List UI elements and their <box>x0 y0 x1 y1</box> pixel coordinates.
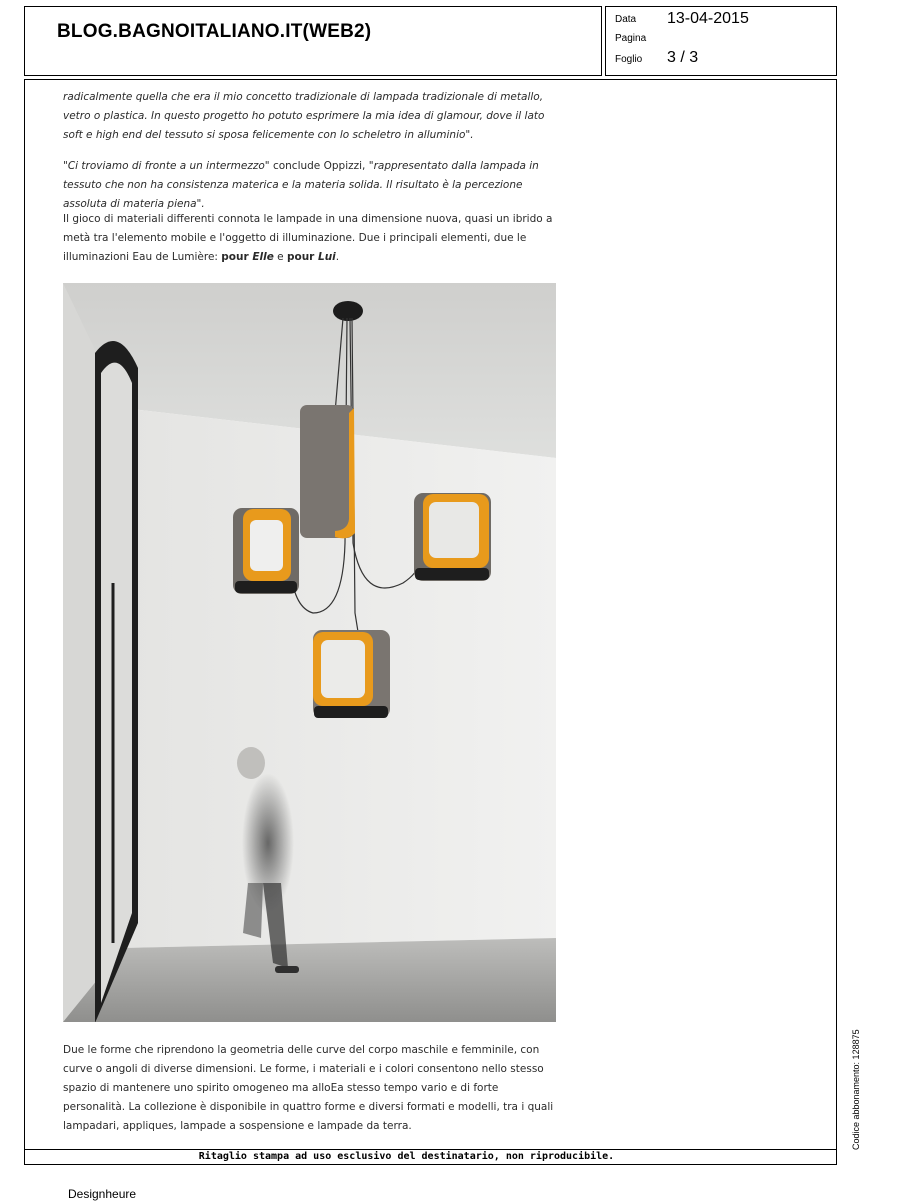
pour-elle-name: Elle <box>252 251 274 263</box>
quote-attribution: conclude Oppizzi, <box>269 160 369 172</box>
conjunction: e <box>273 251 287 263</box>
quote-intermezzo: "Ci troviamo di fronte a un intermezzo" <box>63 160 270 172</box>
article-paragraph-2 <box>63 157 563 214</box>
lamp-left <box>233 508 299 594</box>
pour-elle-prefix: pour <box>221 251 253 263</box>
lamp-top <box>300 405 355 538</box>
pour-lui-name: Lui <box>318 251 336 263</box>
lamp-installation-photo <box>63 283 556 1022</box>
pagina-label: Pagina <box>615 33 647 44</box>
floor <box>63 938 556 1022</box>
subscription-code: Codice abbonamento: 128875 <box>851 1029 861 1150</box>
lamp-right <box>414 493 491 581</box>
data-label: Data <box>615 14 637 25</box>
header-title-box <box>24 6 602 76</box>
copyright-notice: Ritaglio stampa ad uso esclusivo del destinatario, non riproducibile. <box>198 1151 615 1162</box>
data-value: 13-04-2015 <box>667 10 749 27</box>
foglio-label: Foglio <box>615 54 643 65</box>
article-paragraph-4: Due le forme che riprendono la geometria delle curve del corpo maschile e femminile, con curve o angoli di diverse dimensioni. Le forme, i materiali e i colori consentono nello stesso spazio di mantenere uno spirito omogeneo ma alloEa stesso tempo vario e di forte personalità. La collezione è disponibile in quattro forme e diversi formati e modelli, tra i quali lampadari, appliques, lampade a sospensione e lampade da terra. <box>63 1044 554 1132</box>
paragraph-3-text: Il gioco di materiali differenti connota le lampade in una dimensione nuova, quasi un ibrido a metà tra l'elemento mobile e l'oggetto di illuminazione. Due i principali elementi, due le illuminazioni Eau de Lumière: <box>63 213 553 263</box>
article-paragraph-1: radicalmente quella che era il mio concetto tradizionale di lampada tradizionale di metallo, vetro o plastica. In questo progetto ho potuto esprimere la mia idea di glamour, dove il lato soft e high end del tessuto si sposa felicemente con lo scheletro in alluminio". <box>63 91 545 141</box>
pour-lui-prefix: pour <box>286 251 319 263</box>
meta-box <box>605 6 837 76</box>
paragraph-3-end: . <box>335 251 340 263</box>
lamp-bottom <box>313 630 390 718</box>
ceiling-canopy <box>333 301 363 321</box>
publication-title: BLOG.BAGNOITALIANO.IT(WEB2) <box>57 21 372 42</box>
source-name: Designheure <box>68 1187 137 1201</box>
quote-materia: "rappresentato dalla lampada in tessuto che non ha consistenza materica e la materia solida. Il risultato è la percezione assoluta di materia piena". <box>63 160 539 210</box>
doorway-glass <box>101 363 132 1003</box>
foglio-value: 3 / 3 <box>667 49 699 66</box>
article-paragraph-3 <box>63 210 563 267</box>
